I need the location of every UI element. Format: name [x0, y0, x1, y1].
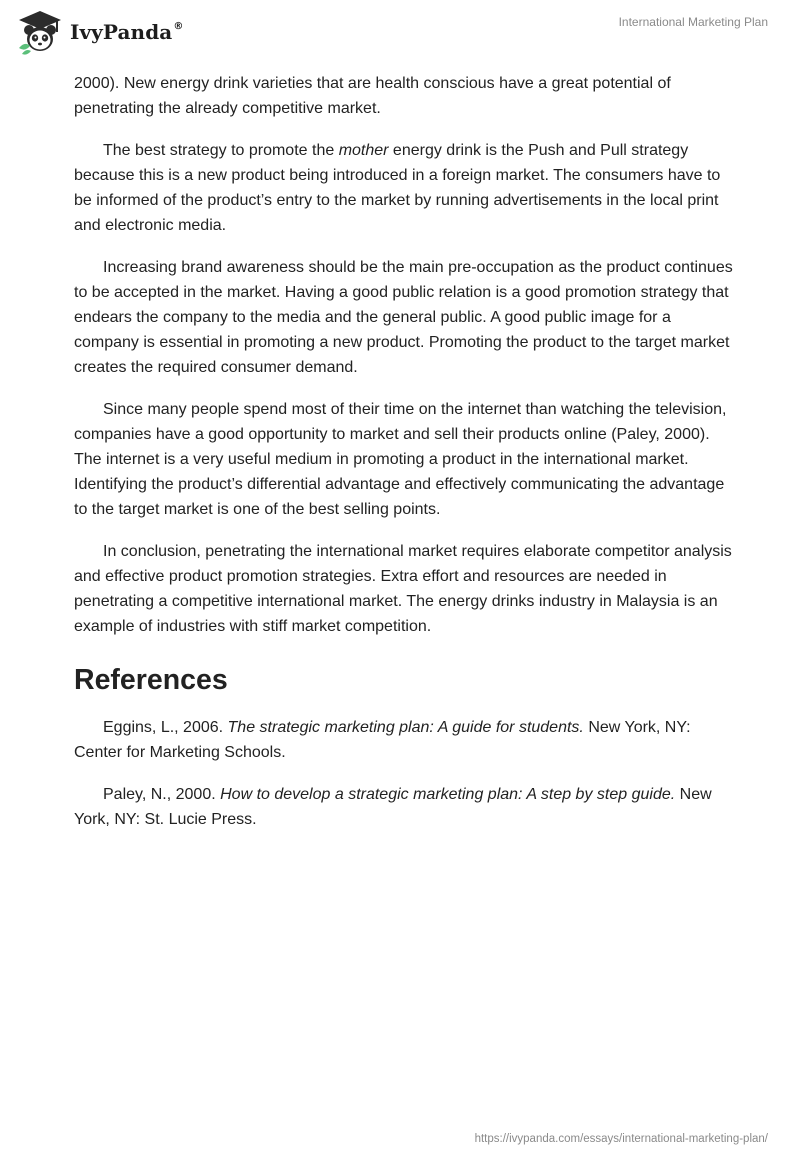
- paragraph-4: Since many people spend most of their time on the internet than watching the television, companies have a good opportunity to market and sell their products online (Paley, 2000). The internet is a very useful medium in promoting a product in the international market. Identifying the product’s differential advantage and effectively communicating the advantage to the target market is one of the best selling points.: [74, 401, 727, 518]
- paragraph-2-start: The best strategy to promote the: [103, 142, 339, 159]
- document-title: International Marketing Plan: [618, 15, 768, 29]
- paragraph-1: 2000). New energy drink varieties that are health conscious have a great potential of penetrating the already competitive market.: [74, 75, 671, 117]
- source-url-link[interactable]: https://ivypanda.com/essays/international-marketing-plan/: [474, 1133, 768, 1145]
- reference-title: How to develop a strategic marketing plan: A step by step guide.: [220, 786, 676, 803]
- page-header: [0, 0, 800, 70]
- reference-author: Paley, N., 2000.: [103, 786, 221, 803]
- reference-author: Eggins, L., 2006.: [103, 719, 228, 736]
- paragraph-5: In conclusion, penetrating the international market requires elaborate competitor analysis and effective product promotion strategies. Extra effort and resources are needed in penetrating a competitive international market. The energy drinks industry in Malaysia is an example of industries with stiff market competition.: [74, 543, 732, 635]
- reference-item: [74, 782, 734, 832]
- reference-publisher: New York, NY: Center for Marketing Schools.: [74, 719, 691, 761]
- registered-mark: ®: [173, 21, 184, 33]
- paragraph-2-rest: energy drink is the Push and Pull strategy because this is a new product being introduced in a foreign market. The consumers have to be informed of the product’s entry to the market by running advertisements in the local print and electronic media.: [74, 142, 721, 234]
- paragraph-2: [74, 138, 734, 238]
- panda-graduation-icon: [16, 8, 64, 56]
- reference-publisher: New York, NY: St. Lucie Press.: [74, 786, 712, 828]
- paragraph-2-emphasis: mother: [338, 142, 389, 159]
- reference-title: The strategic marketing plan: A guide for students.: [227, 719, 584, 736]
- ivypanda-logo[interactable]: [16, 8, 183, 56]
- essay-body: [74, 71, 734, 849]
- references-heading: References: [74, 664, 228, 696]
- paragraph-3: Increasing brand awareness should be the main pre-occupation as the product continues to be accepted in the market. Having a good public relation is a good promotion strategy that endears the company to the media and the general public. A good public image for a company is essential in promoting a new product. Promoting the product to the target market creates the required consumer demand.: [74, 259, 733, 376]
- reference-item: [74, 715, 734, 765]
- brand-name: IvyPanda®: [70, 20, 184, 44]
